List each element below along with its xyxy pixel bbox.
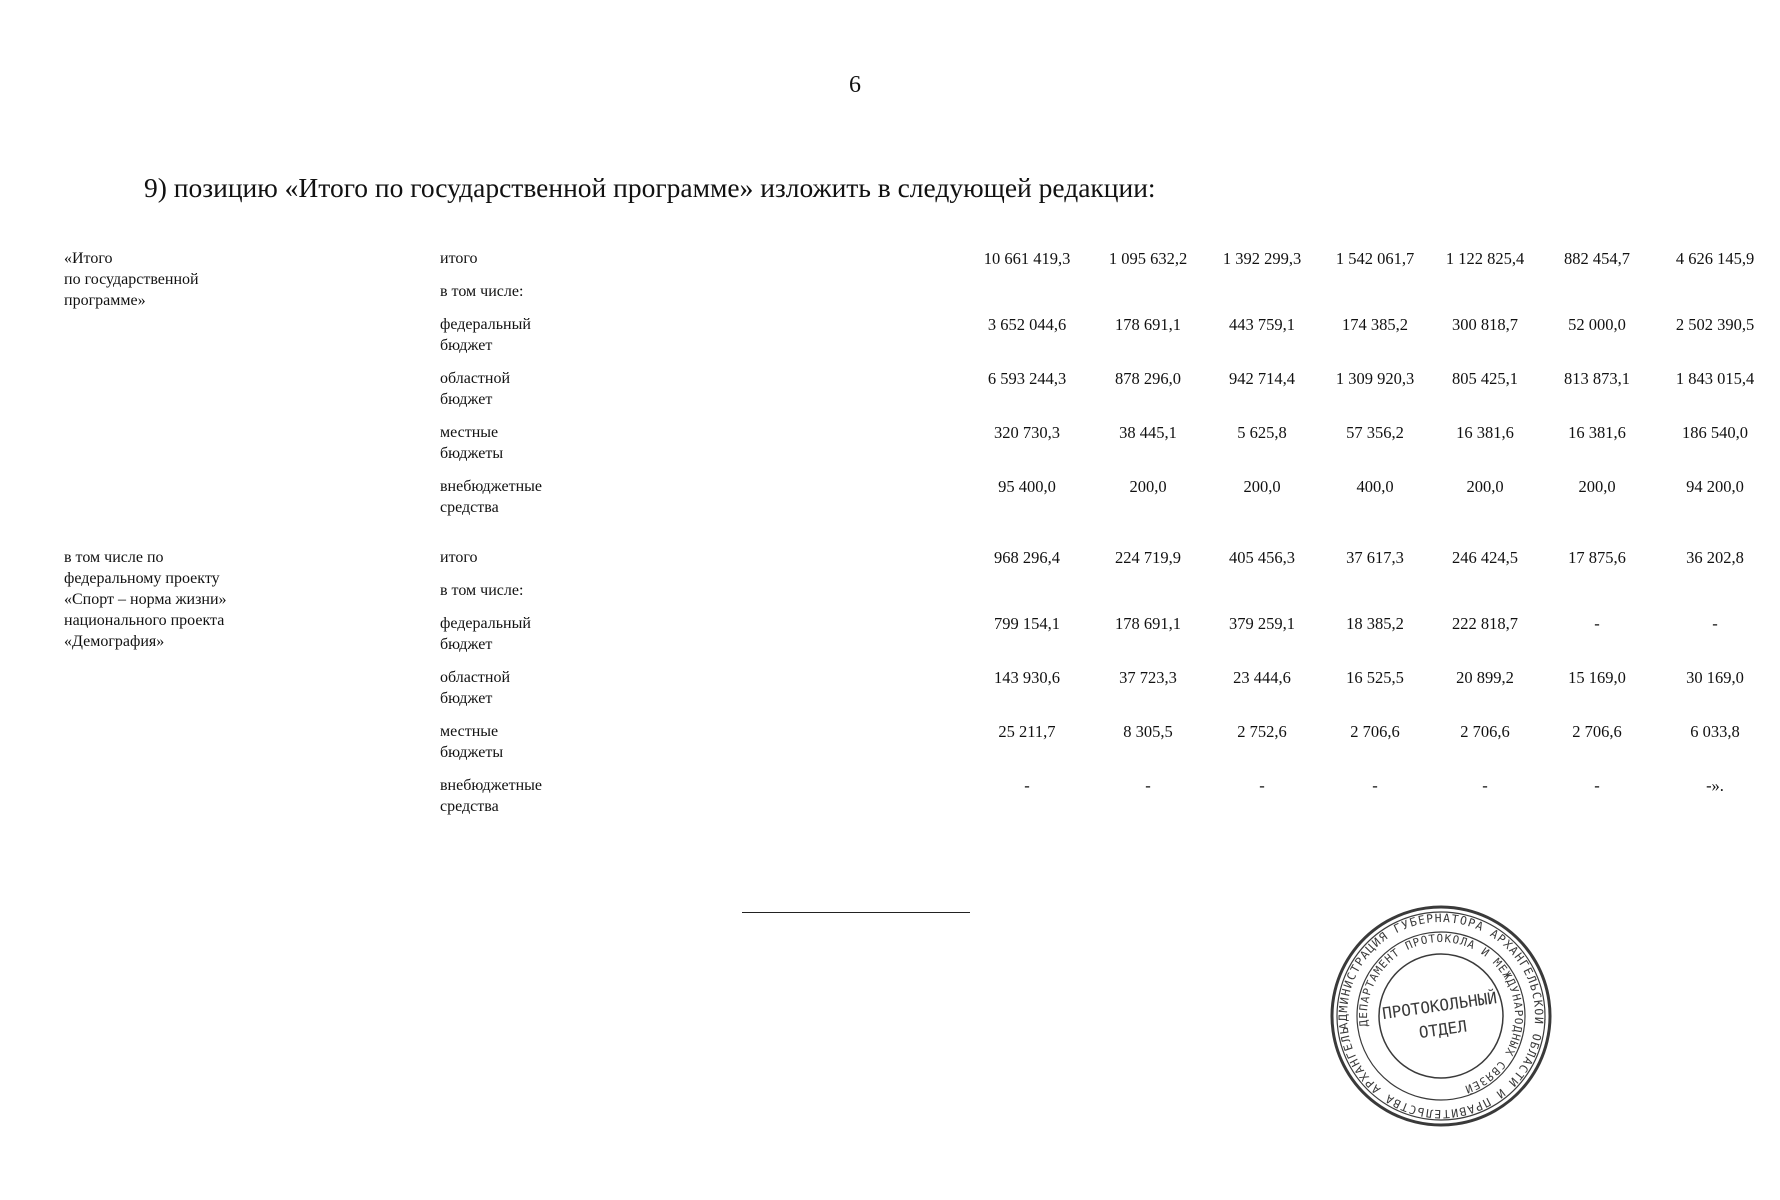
value-cell: 1 392 299,3 [1222,249,1302,268]
value-cell: 882 454,7 [1564,249,1630,268]
value-cell: 8 305,5 [1123,722,1173,741]
row-label-line: областной [440,669,511,686]
value-cell: - [1594,776,1600,795]
row-label-line: бюджеты [440,445,504,462]
row-label: в том числе: [440,283,524,300]
stamp-inner-text: ДЕПАРТАМЕНТ ПРОТОКОЛА И МЕЖДУНАРОДНЫХ СВЯЗЕЙ [1356,931,1526,1096]
value-cell: 57 356,2 [1346,423,1404,442]
value-cell: 3 652 044,6 [987,315,1067,334]
row-label-line: бюджеты [440,744,504,761]
value-cell: 178 691,1 [1115,614,1181,633]
row-label-line: внебюджетные [440,478,542,495]
section-label-line: «Демография» [64,633,165,650]
row-label-line: бюджет [440,337,493,354]
value-cell: 37 617,3 [1346,548,1404,567]
value-cell: 379 259,1 [1229,614,1295,633]
value-cell: 16 381,6 [1568,423,1626,442]
row-label: итого [440,549,478,566]
value-cell: 2 752,6 [1237,722,1287,741]
section-label [64,547,324,652]
row-label-line: средства [440,499,499,516]
stamp-center-line1: ПРОТОКОЛЬНЫЙ [1380,988,1499,1024]
row-label [440,368,580,410]
value-cell: 878 296,0 [1115,369,1181,388]
row-label [440,721,580,763]
closing-rule [742,912,970,913]
value-cell: 143 930,6 [994,668,1060,687]
value-cell: 94 200,0 [1686,477,1744,496]
value-cell: - [1594,614,1600,633]
value-cell: - [1024,776,1030,795]
section-label [64,248,324,311]
value-cell: 36 202,8 [1686,548,1744,567]
row-label-line: средства [440,798,499,815]
value-cell: 1 309 920,3 [1335,369,1415,388]
row-label-line: бюджет [440,391,493,408]
value-cell: 25 211,7 [998,722,1056,741]
section-label-line: национального проекта [64,612,225,629]
row-label: итого [440,250,478,267]
value-cell: 4 626 145,9 [1675,249,1755,268]
value-cell: 1 122 825,4 [1445,249,1525,268]
row-label [440,314,580,356]
value-cell: 2 706,6 [1350,722,1400,741]
value-cell: 23 444,6 [1233,668,1291,687]
value-cell: 300 818,7 [1452,315,1518,334]
page-number: 6 [849,72,861,98]
section-label-line: «Итого [64,250,113,267]
value-cell: 246 424,5 [1452,548,1518,567]
section-label-line: федеральному проекту [64,570,220,587]
value-cell: 2 502 390,5 [1675,315,1755,334]
value-cell: 52 000,0 [1568,315,1626,334]
value-cell: 200,0 [1129,477,1167,496]
row-label: в том числе: [440,582,524,599]
value-cell: - [1712,614,1718,633]
value-cell: 18 385,2 [1346,614,1404,633]
value-cell: 2 706,6 [1572,722,1622,741]
value-cell: 968 296,4 [994,548,1060,567]
value-cell: 20 899,2 [1456,668,1514,687]
value-cell: 942 714,4 [1229,369,1295,388]
value-cell: 15 169,0 [1568,668,1626,687]
value-cell: 200,0 [1578,477,1616,496]
value-cell: 813 873,1 [1564,369,1630,388]
value-cell: 30 169,0 [1686,668,1744,687]
value-cell: 5 625,8 [1237,423,1287,442]
value-cell: 405 456,3 [1229,548,1295,567]
value-cell: 95 400,0 [998,477,1056,496]
row-label [440,476,580,518]
value-cell: 17 875,6 [1568,548,1626,567]
row-label-line: областной [440,370,511,387]
value-cell: 200,0 [1466,477,1504,496]
value-cell: 1 542 061,7 [1335,249,1415,268]
value-cell: 320 730,3 [994,423,1060,442]
section-label-line: программе» [64,292,146,309]
value-cell: 16 381,6 [1456,423,1514,442]
row-label [440,613,580,655]
value-cell: 400,0 [1356,477,1394,496]
value-cell: 224 719,9 [1115,548,1181,567]
value-cell: 443 759,1 [1229,315,1295,334]
value-cell: 200,0 [1243,477,1281,496]
value-cell: 805 425,1 [1452,369,1518,388]
row-label-line: внебюджетные [440,777,542,794]
value-cell: 6 033,8 [1690,722,1740,741]
instruction-text: 9) позицию «Итого по государственной программе» изложить в следующей редакции: [144,172,1156,203]
value-cell: 38 445,1 [1119,423,1177,442]
value-cell: 37 723,3 [1119,668,1177,687]
stamp-outer-text: АДМИНИСТРАЦИЯ ГУБЕРНАТОРА АРХАНГЕЛЬСКОЙ ОБЛАСТИ И ПРАВИТЕЛЬСТВА АРХАНГЕЛЬСКОЙ [1335,910,1547,1122]
value-cell: 178 691,1 [1115,315,1181,334]
row-label-line: местные [440,424,499,441]
section-label-line: в том числе по [64,549,164,566]
value-cell: 1 843 015,4 [1675,369,1755,388]
value-cell: 174 385,2 [1342,315,1408,334]
value-cell: 186 540,0 [1682,423,1748,442]
row-label [440,775,580,817]
row-label-line: бюджет [440,690,493,707]
section-label-line: по государственной [64,271,199,288]
row-label [440,667,580,709]
official-stamp [1328,903,1554,1129]
section-label-line: «Спорт – норма жизни» [64,591,227,608]
row-label-line: местные [440,723,499,740]
row-label-line: бюджет [440,636,493,653]
value-cell: -». [1706,776,1724,795]
value-cell: - [1372,776,1378,795]
row-label-line: федеральный [440,316,531,333]
value-cell: - [1259,776,1265,795]
value-cell: - [1482,776,1488,795]
value-cell: 10 661 419,3 [983,249,1071,268]
value-cell: 1 095 632,2 [1108,249,1188,268]
value-cell: 6 593 244,3 [987,369,1067,388]
value-cell: 16 525,5 [1346,668,1404,687]
row-label [440,422,580,464]
row-label-line: федеральный [440,615,531,632]
value-cell: - [1145,776,1151,795]
value-cell: 799 154,1 [994,614,1060,633]
value-cell: 222 818,7 [1452,614,1518,633]
value-cell: 2 706,6 [1460,722,1510,741]
stamp-center-line2: ОТДЕЛ [1417,1016,1469,1043]
